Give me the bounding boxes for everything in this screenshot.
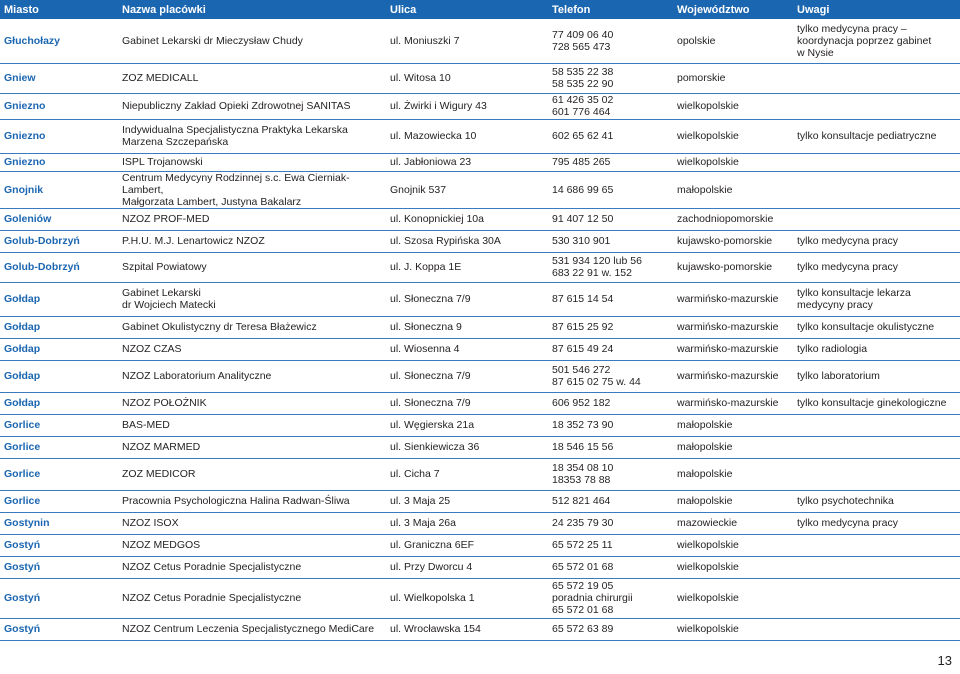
cell-notes — [793, 578, 960, 618]
cell-street: ul. Wiosenna 4 — [386, 338, 548, 360]
cell-street: ul. Przy Dworcu 4 — [386, 556, 548, 578]
cell-notes — [793, 458, 960, 490]
cell-voivodeship: wielkopolskie — [673, 153, 793, 171]
cell-notes: tylko radiologia — [793, 338, 960, 360]
cell-street: ul. Słoneczna 7/9 — [386, 360, 548, 392]
cell-facility-name: NZOZ Cetus Poradnie Specjalistyczne — [118, 578, 386, 618]
table-row — [0, 19, 960, 63]
cell-street: Gnojnik 537 — [386, 171, 548, 208]
cell-facility-name: ISPL Trojanowski — [118, 153, 386, 171]
cell-street: ul. Mazowiecka 10 — [386, 119, 548, 153]
cell-street: ul. Szosa Rypińska 30A — [386, 230, 548, 252]
cell-city: Gostyń — [0, 618, 118, 640]
cell-notes — [793, 414, 960, 436]
cell-city: Gorlice — [0, 436, 118, 458]
cell-notes: tylko psychotechnika — [793, 490, 960, 512]
table-row — [0, 208, 960, 230]
cell-phone: 531 934 120 lub 56 683 22 91 w. 152 — [548, 252, 673, 282]
cell-street: ul. Cicha 7 — [386, 458, 548, 490]
cell-city: Gniezno — [0, 93, 118, 119]
cell-facility-name: Niepubliczny Zakład Opieki Zdrowotnej SANITAS — [118, 93, 386, 119]
cell-street: ul. Graniczna 6EF — [386, 534, 548, 556]
table-row — [0, 316, 960, 338]
cell-street: ul. Węgierska 21a — [386, 414, 548, 436]
cell-notes — [793, 153, 960, 171]
cell-voivodeship: małopolskie — [673, 414, 793, 436]
cell-phone: 501 546 272 87 615 02 75 w. 44 — [548, 360, 673, 392]
table-header-row — [0, 0, 960, 19]
cell-city: Golub-Dobrzyń — [0, 252, 118, 282]
cell-voivodeship: małopolskie — [673, 490, 793, 512]
cell-notes: tylko medycyna pracy — [793, 252, 960, 282]
cell-street: ul. Jabłoniowa 23 — [386, 153, 548, 171]
cell-phone: 65 572 19 05 poradnia chirurgii 65 572 01 68 — [548, 578, 673, 618]
cell-notes — [793, 93, 960, 119]
cell-facility-name: NZOZ Cetus Poradnie Specjalistyczne — [118, 556, 386, 578]
cell-voivodeship: wielkopolskie — [673, 618, 793, 640]
cell-city: Gniezno — [0, 119, 118, 153]
cell-facility-name: Centrum Medycyny Rodzinnej s.c. Ewa Cierniak-Lambert, Małgorzata Lambert, Justyna Bakalarz — [118, 171, 386, 208]
cell-facility-name: NZOZ PROF-MED — [118, 208, 386, 230]
cell-phone: 87 615 25 92 — [548, 316, 673, 338]
table-row — [0, 534, 960, 556]
cell-notes — [793, 556, 960, 578]
cell-voivodeship: mazowieckie — [673, 512, 793, 534]
table-row — [0, 338, 960, 360]
cell-voivodeship: małopolskie — [673, 171, 793, 208]
cell-street: ul. Witosa 10 — [386, 63, 548, 93]
cell-city: Gołdap — [0, 392, 118, 414]
cell-street: ul. Słoneczna 9 — [386, 316, 548, 338]
table-row — [0, 230, 960, 252]
cell-phone: 65 572 25 11 — [548, 534, 673, 556]
cell-voivodeship: wielkopolskie — [673, 578, 793, 618]
cell-notes: tylko medycyna pracy – koordynacja poprzez gabinet w Nysie — [793, 19, 960, 63]
cell-facility-name: Gabinet Okulistyczny dr Teresa Błażewicz — [118, 316, 386, 338]
table-row — [0, 119, 960, 153]
cell-phone: 512 821 464 — [548, 490, 673, 512]
cell-phone: 65 572 63 89 — [548, 618, 673, 640]
cell-voivodeship: małopolskie — [673, 436, 793, 458]
cell-phone: 18 546 15 56 — [548, 436, 673, 458]
cell-street: ul. Moniuszki 7 — [386, 19, 548, 63]
cell-facility-name: NZOZ MEDGOS — [118, 534, 386, 556]
cell-facility-name: Gabinet Lekarski dr Mieczysław Chudy — [118, 19, 386, 63]
cell-phone: 91 407 12 50 — [548, 208, 673, 230]
table-body — [0, 19, 960, 640]
cell-phone: 87 615 49 24 — [548, 338, 673, 360]
table-row — [0, 618, 960, 640]
cell-voivodeship: warmińsko-mazurskie — [673, 282, 793, 316]
table-row — [0, 458, 960, 490]
cell-phone: 58 535 22 38 58 535 22 90 — [548, 63, 673, 93]
table-row — [0, 93, 960, 119]
cell-street: ul. Konopnickiej 10a — [386, 208, 548, 230]
header-notes: Uwagi — [793, 0, 960, 19]
table-row — [0, 171, 960, 208]
cell-street: ul. Wielkopolska 1 — [386, 578, 548, 618]
table-row — [0, 63, 960, 93]
cell-facility-name: NZOZ Centrum Leczenia Specjalistycznego MediCare — [118, 618, 386, 640]
cell-city: Golub-Dobrzyń — [0, 230, 118, 252]
table-row — [0, 360, 960, 392]
cell-facility-name: NZOZ POŁOŻNIK — [118, 392, 386, 414]
cell-phone: 14 686 99 65 — [548, 171, 673, 208]
table-row — [0, 578, 960, 618]
cell-street: ul. 3 Maja 26a — [386, 512, 548, 534]
cell-city: Gostyń — [0, 578, 118, 618]
cell-facility-name: NZOZ MARMED — [118, 436, 386, 458]
table-row — [0, 252, 960, 282]
cell-voivodeship: wielkopolskie — [673, 534, 793, 556]
cell-city: Goleniów — [0, 208, 118, 230]
cell-phone: 795 485 265 — [548, 153, 673, 171]
cell-phone: 602 65 62 41 — [548, 119, 673, 153]
cell-phone: 606 952 182 — [548, 392, 673, 414]
table-row — [0, 392, 960, 414]
cell-facility-name: NZOZ Laboratorium Analityczne — [118, 360, 386, 392]
cell-voivodeship: kujawsko-pomorskie — [673, 252, 793, 282]
cell-voivodeship: warmińsko-mazurskie — [673, 360, 793, 392]
cell-voivodeship: opolskie — [673, 19, 793, 63]
cell-phone: 87 615 14 54 — [548, 282, 673, 316]
cell-notes — [793, 208, 960, 230]
cell-notes — [793, 534, 960, 556]
table-row — [0, 282, 960, 316]
cell-voivodeship: warmińsko-mazurskie — [673, 316, 793, 338]
cell-notes: tylko konsultacje lekarza medycyny pracy — [793, 282, 960, 316]
cell-city: Gorlice — [0, 414, 118, 436]
cell-voivodeship: wielkopolskie — [673, 119, 793, 153]
cell-facility-name: NZOZ ISOX — [118, 512, 386, 534]
header-phone: Telefon — [548, 0, 673, 19]
cell-facility-name: NZOZ CZAS — [118, 338, 386, 360]
cell-voivodeship: kujawsko-pomorskie — [673, 230, 793, 252]
cell-city: Gnojnik — [0, 171, 118, 208]
cell-notes: tylko konsultacje okulistyczne — [793, 316, 960, 338]
cell-notes — [793, 171, 960, 208]
cell-street: ul. Sienkiewicza 36 — [386, 436, 548, 458]
cell-city: Gostyń — [0, 556, 118, 578]
cell-city: Gostyń — [0, 534, 118, 556]
cell-notes: tylko laboratorium — [793, 360, 960, 392]
cell-city: Gołdap — [0, 316, 118, 338]
cell-street: ul. Słoneczna 7/9 — [386, 392, 548, 414]
table-row — [0, 153, 960, 171]
cell-notes — [793, 618, 960, 640]
cell-street: ul. J. Koppa 1E — [386, 252, 548, 282]
cell-phone: 65 572 01 68 — [548, 556, 673, 578]
header-city: Miasto — [0, 0, 118, 19]
cell-city: Gniew — [0, 63, 118, 93]
table-row — [0, 556, 960, 578]
cell-street: ul. 3 Maja 25 — [386, 490, 548, 512]
cell-notes: tylko konsultacje pediatryczne — [793, 119, 960, 153]
cell-facility-name: Gabinet Lekarski dr Wojciech Matecki — [118, 282, 386, 316]
cell-phone: 530 310 901 — [548, 230, 673, 252]
cell-voivodeship: warmińsko-mazurskie — [673, 338, 793, 360]
cell-city: Gorlice — [0, 458, 118, 490]
cell-voivodeship: wielkopolskie — [673, 93, 793, 119]
cell-phone: 18 354 08 10 18353 78 88 — [548, 458, 673, 490]
cell-city: Gniezno — [0, 153, 118, 171]
cell-phone: 24 235 79 30 — [548, 512, 673, 534]
cell-facility-name: Pracownia Psychologiczna Halina Radwan-Śliwa — [118, 490, 386, 512]
cell-facility-name: Szpital Powiatowy — [118, 252, 386, 282]
cell-notes: tylko medycyna pracy — [793, 512, 960, 534]
header-street: Ulica — [386, 0, 548, 19]
cell-city: Głuchołazy — [0, 19, 118, 63]
table-row — [0, 414, 960, 436]
cell-city: Gołdap — [0, 360, 118, 392]
cell-street: ul. Wrocławska 154 — [386, 618, 548, 640]
cell-street: ul. Żwirki i Wigury 43 — [386, 93, 548, 119]
cell-city: Gostynin — [0, 512, 118, 534]
cell-facility-name: P.H.U. M.J. Lenartowicz NZOZ — [118, 230, 386, 252]
cell-notes: tylko konsultacje ginekologiczne — [793, 392, 960, 414]
cell-voivodeship: zachodniopomorskie — [673, 208, 793, 230]
cell-notes: tylko medycyna pracy — [793, 230, 960, 252]
table-row — [0, 436, 960, 458]
cell-city: Gołdap — [0, 338, 118, 360]
cell-phone: 61 426 35 02 601 776 464 — [548, 93, 673, 119]
cell-notes — [793, 63, 960, 93]
page-number: 13 — [937, 653, 952, 668]
cell-facility-name: BAS-MED — [118, 414, 386, 436]
cell-voivodeship: warmińsko-mazurskie — [673, 392, 793, 414]
header-facility-name: Nazwa placówki — [118, 0, 386, 19]
table-row — [0, 512, 960, 534]
cell-city: Gorlice — [0, 490, 118, 512]
cell-facility-name: ZOZ MEDICOR — [118, 458, 386, 490]
cell-facility-name: ZOZ MEDICALL — [118, 63, 386, 93]
cell-phone: 77 409 06 40 728 565 473 — [548, 19, 673, 63]
table-row — [0, 490, 960, 512]
cell-notes — [793, 436, 960, 458]
cell-voivodeship: wielkopolskie — [673, 556, 793, 578]
cell-phone: 18 352 73 90 — [548, 414, 673, 436]
cell-facility-name: Indywidualna Specjalistyczna Praktyka Lekarska Marzena Szczepańska — [118, 119, 386, 153]
cell-voivodeship: małopolskie — [673, 458, 793, 490]
header-voivodeship: Województwo — [673, 0, 793, 19]
cell-city: Gołdap — [0, 282, 118, 316]
cell-voivodeship: pomorskie — [673, 63, 793, 93]
cell-street: ul. Słoneczna 7/9 — [386, 282, 548, 316]
